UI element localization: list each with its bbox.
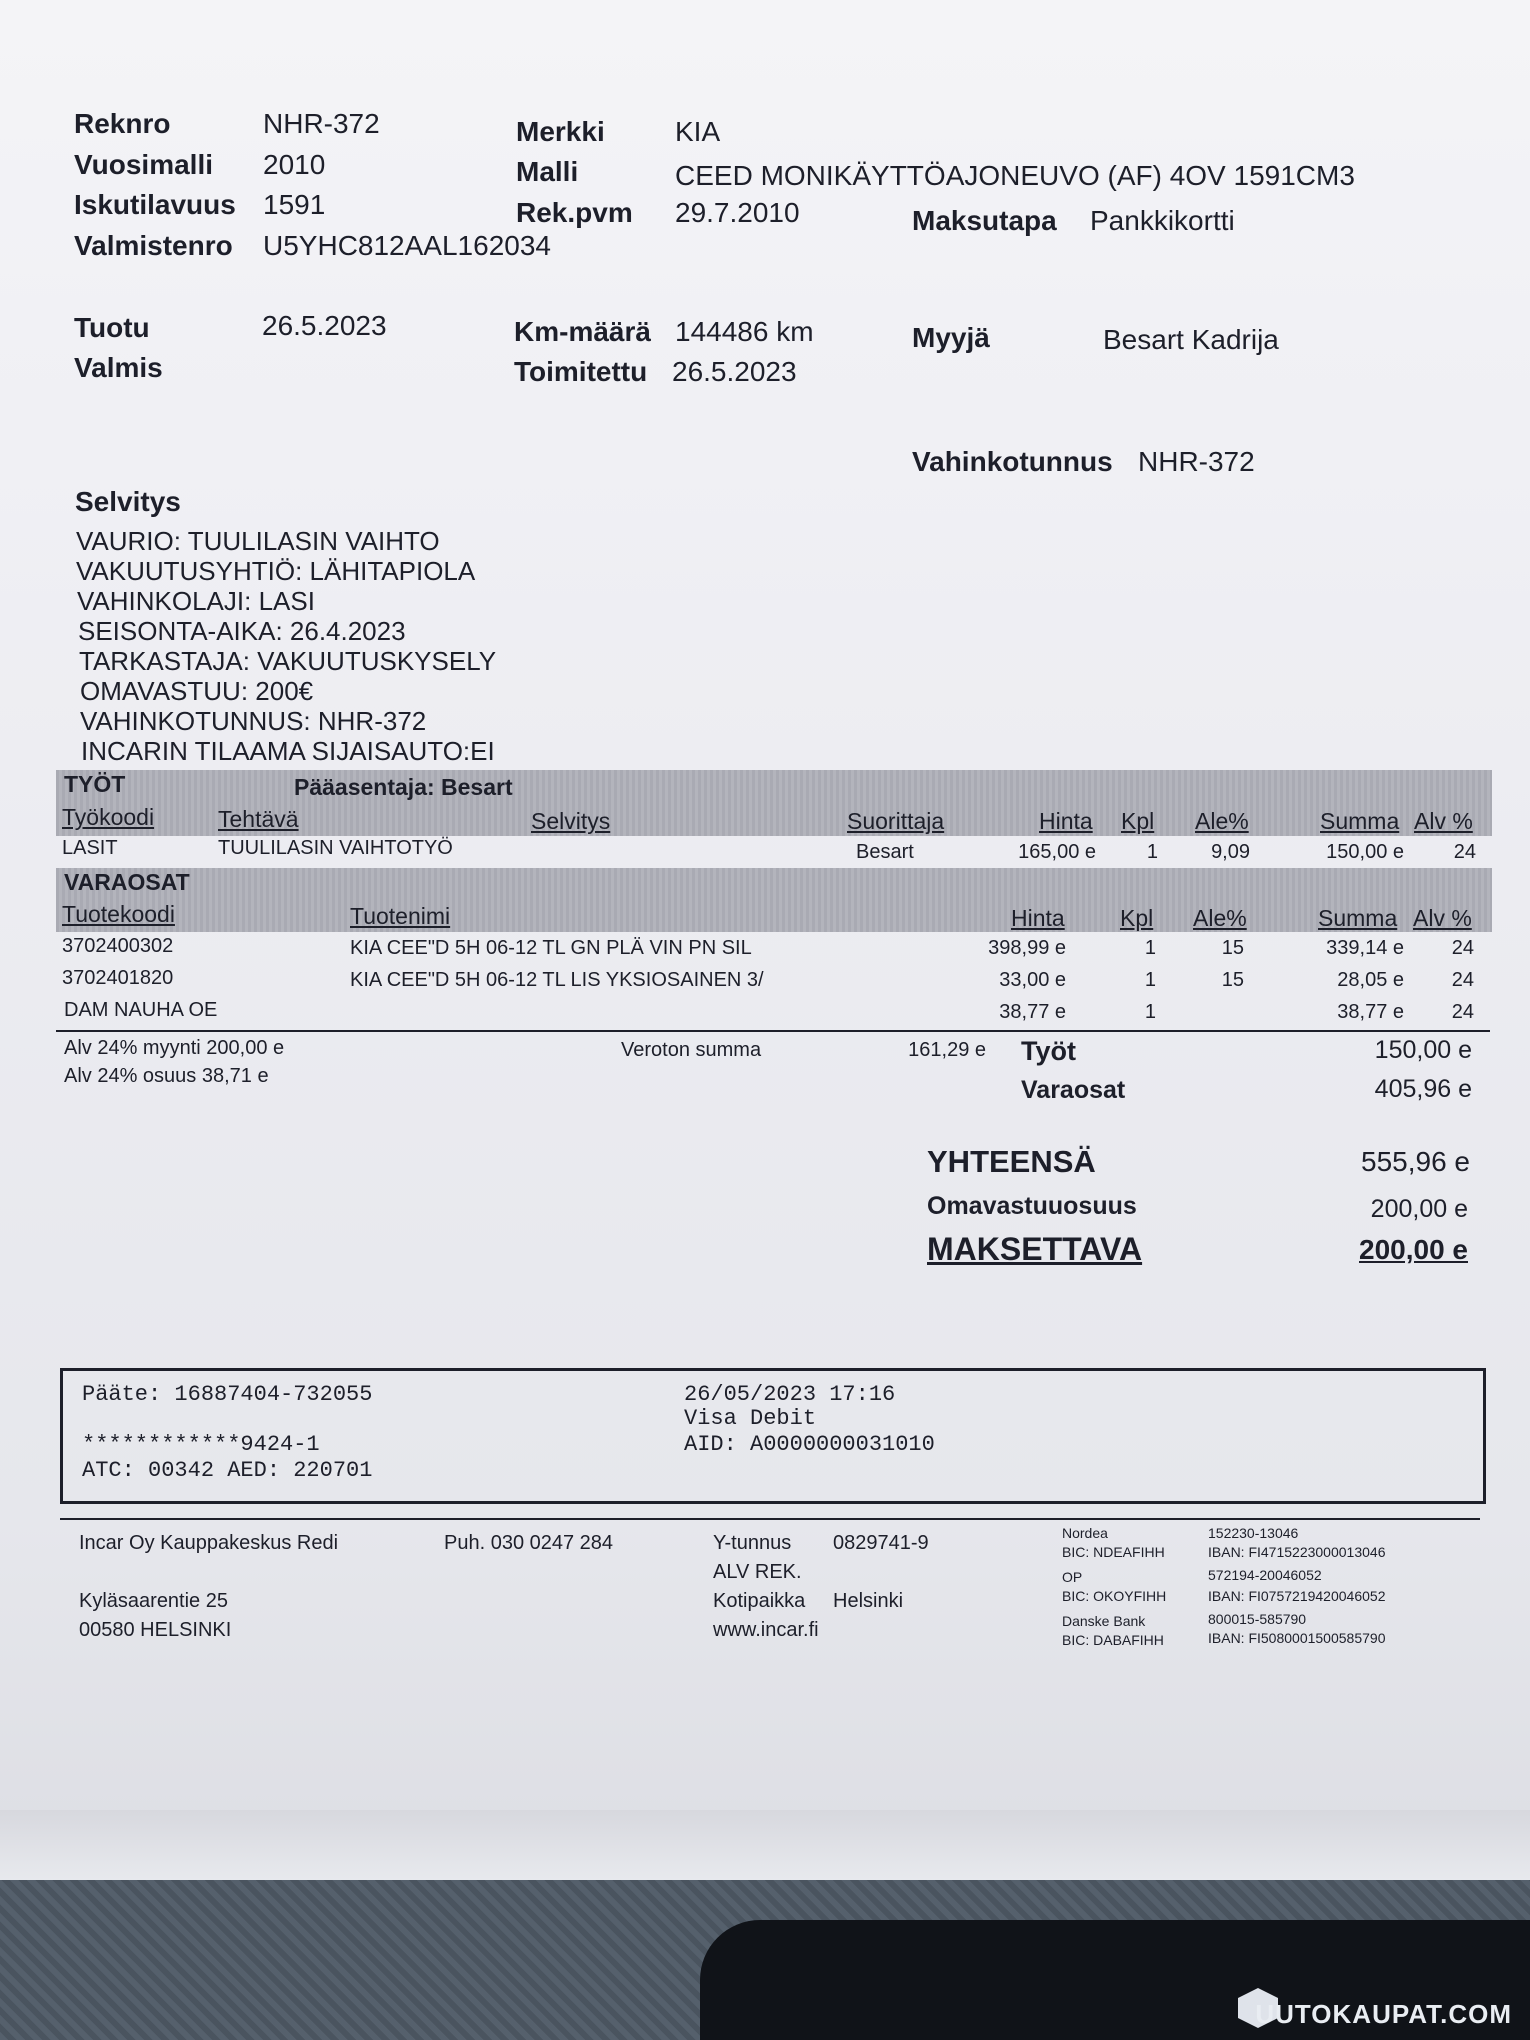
- part-row-name: KIA CEE"D 5H 06-12 TL LIS YKSIOSAINEN 3/: [350, 969, 764, 991]
- tuotu-label: Tuotu: [74, 312, 150, 343]
- valmistenro-label: Valmistenro: [74, 230, 233, 261]
- tyot-title: TYÖT: [64, 771, 126, 797]
- veroton-value: 161,29 e: [908, 1039, 986, 1061]
- yhteensa-value: 555,96 e: [1361, 1146, 1470, 1177]
- varaosat-total-value: 405,96 e: [1374, 1075, 1472, 1103]
- part-row-vat: 24: [1451, 937, 1474, 959]
- col-alv: Alv %: [1413, 905, 1472, 931]
- receipt-terminal: Pääte: 16887404-732055: [82, 1382, 373, 1407]
- company-name: Incar Oy Kauppakeskus Redi: [79, 1532, 339, 1554]
- selvitys-title: Selvitys: [75, 486, 181, 517]
- selvitys-line: OMAVASTUU: 200€: [80, 676, 314, 706]
- iskutilavuus-value: 1591: [263, 189, 326, 220]
- part-row-code: 3702401820: [62, 967, 174, 989]
- receipt-aid: AID: A0000000031010: [684, 1432, 935, 1457]
- receipt-datetime: 26/05/2023 17:16: [684, 1382, 896, 1407]
- iskutilavuus-label: Iskutilavuus: [74, 189, 236, 220]
- malli-value: CEED MONIKÄYTTÖAJONEUVO (AF) 4OV 1591CM3: [675, 160, 1355, 191]
- reknro-value: NHR-372: [263, 108, 380, 139]
- omavastuu-value: 200,00 e: [1370, 1195, 1468, 1223]
- bank-account: 800015-585790: [1208, 1611, 1307, 1627]
- receipt-card-type: Visa Debit: [684, 1406, 817, 1431]
- part-row-name: KIA CEE"D 5H 06-12 TL GN PLÄ VIN PN SIL: [350, 937, 752, 959]
- selvitys-line: VAURIO: TUULILASIN VAIHTO: [76, 526, 440, 556]
- bank-iban: IBAN: FI0757219420046052: [1208, 1588, 1386, 1604]
- col-alv: Alv %: [1414, 808, 1473, 834]
- rekpvm-value: 29.7.2010: [675, 197, 800, 228]
- alv-rek: ALV REK.: [713, 1561, 802, 1583]
- part-row-qty: 1: [1144, 1001, 1156, 1023]
- col-summa: Summa: [1318, 905, 1398, 931]
- selvitys-line: TARKASTAJA: VAKUUTUSKYSELY: [79, 646, 497, 676]
- veroton-label: Veroton summa: [621, 1039, 762, 1061]
- col-hinta: Hinta: [1039, 808, 1093, 834]
- malli-label: Malli: [516, 156, 579, 187]
- varaosat-total-label: Varaosat: [1021, 1076, 1126, 1104]
- bank-name: OP: [1062, 1569, 1083, 1585]
- bank-bic: BIC: NDEAFIHH: [1062, 1544, 1165, 1560]
- yhteensa-label: YHTEENSÄ: [927, 1144, 1096, 1179]
- toimitettu-value: 26.5.2023: [672, 356, 797, 387]
- bank-account: 152230-13046: [1208, 1525, 1299, 1541]
- col-suorittaja: Suorittaja: [847, 808, 945, 834]
- ytunnus-label: Y-tunnus: [713, 1532, 792, 1554]
- bank-name: Danske Bank: [1062, 1613, 1146, 1629]
- selvitys-line: INCARIN TILAAMA SIJAISAUTO:EI: [81, 736, 495, 766]
- company-street: Kyläsaarentie 25: [79, 1590, 228, 1612]
- tyot-row-code: LASIT: [62, 837, 118, 859]
- km-value: 144486 km: [675, 316, 814, 347]
- maksutapa-value: Pankkikortti: [1090, 205, 1235, 236]
- selvitys-line: VAKUUTUSYHTIÖ: LÄHITAPIOLA: [76, 556, 476, 586]
- bank-iban: IBAN: FI5080001500585790: [1208, 1630, 1386, 1646]
- receipt-card-number: ************9424-1: [82, 1432, 320, 1457]
- col-summa: Summa: [1320, 808, 1400, 834]
- part-row-qty: 1: [1144, 937, 1156, 959]
- part-row-price: 398,99 e: [988, 937, 1066, 959]
- part-row-code: DAM NAUHA OE: [64, 999, 218, 1021]
- bank-bic: BIC: DABAFIHH: [1062, 1632, 1164, 1648]
- kotipaikka-value: Helsinki: [833, 1590, 904, 1612]
- company-website[interactable]: www.incar.fi: [713, 1619, 819, 1641]
- omavastuu-label: Omavastuuosuus: [927, 1192, 1137, 1220]
- vuosimalli-value: 2010: [263, 149, 326, 180]
- col-ale: Ale%: [1193, 905, 1247, 931]
- tuotu-value: 26.5.2023: [262, 310, 387, 341]
- varaosat-header-bar: [56, 868, 1492, 932]
- part-row-vat: 24: [1451, 1001, 1474, 1023]
- vuosimalli-label: Vuosimalli: [74, 149, 214, 180]
- part-row-sum: 38,77 e: [1337, 1001, 1404, 1023]
- myyja-label: Myyjä: [912, 322, 990, 353]
- col-selvitys: Selvitys: [531, 808, 611, 834]
- part-row-price: 38,77 e: [999, 1001, 1066, 1023]
- totals-divider: [56, 1030, 1490, 1032]
- bank-name: Nordea: [1062, 1525, 1108, 1541]
- part-row-vat: 24: [1451, 969, 1474, 991]
- part-row-code: 3702400302: [62, 935, 174, 957]
- col-ale: Ale%: [1195, 808, 1249, 834]
- merkki-value: KIA: [675, 116, 721, 147]
- rekpvm-label: Rek.pvm: [516, 197, 633, 228]
- receipt-atc: ATC: 00342 AED: 220701: [82, 1458, 373, 1483]
- tyot-row-price: 165,00 e: [1018, 841, 1096, 863]
- part-row-disc: 15: [1221, 969, 1244, 991]
- col-hinta: Hinta: [1011, 905, 1065, 931]
- col-kpl: Kpl: [1121, 808, 1155, 834]
- toimitettu-label: Toimitettu: [514, 356, 648, 387]
- col-tuotenimi: Tuotenimi: [350, 903, 451, 929]
- tyot-row-vat: 24: [1453, 841, 1476, 863]
- bank-account: 572194-20046052: [1208, 1567, 1322, 1583]
- merkki-label: Merkki: [516, 116, 605, 147]
- tyot-total-value: 150,00 e: [1374, 1036, 1472, 1064]
- alv-osuus: Alv 24% osuus 38,71 e: [64, 1065, 269, 1087]
- tyot-row-disc: 9,09: [1211, 841, 1250, 863]
- selvitys-line: SEISONTA-AIKA: 26.4.2023: [78, 616, 406, 646]
- part-row-sum: 28,05 e: [1337, 969, 1404, 991]
- tyot-row-sum: 150,00 e: [1326, 841, 1404, 863]
- part-row-disc: 15: [1221, 937, 1244, 959]
- maksettava-value: 200,00 e: [1359, 1234, 1468, 1265]
- selvitys-line: VAHINKOLAJI: LASI: [77, 586, 315, 616]
- vahinkotunnus-value: NHR-372: [1138, 446, 1255, 477]
- part-row-price: 33,00 e: [999, 969, 1066, 991]
- selvitys-line: VAHINKOTUNNUS: NHR-372: [80, 706, 427, 736]
- valmis-label: Valmis: [74, 352, 163, 383]
- bank-bic: BIC: OKOYFIHH: [1062, 1588, 1167, 1604]
- kotipaikka-label: Kotipaikka: [713, 1590, 806, 1612]
- tyot-row-task: TUULILASIN VAIHTOTYÖ: [218, 837, 453, 859]
- maksutapa-label: Maksutapa: [912, 205, 1057, 236]
- part-row-sum: 339,14 e: [1326, 937, 1404, 959]
- varaosat-title: VARAOSAT: [64, 869, 190, 895]
- tyot-row-qty: 1: [1146, 841, 1158, 863]
- col-kpl: Kpl: [1120, 905, 1154, 931]
- col-tehtava: Tehtävä: [218, 806, 299, 832]
- myyja-value: Besart Kadrija: [1103, 324, 1279, 355]
- watermark-text: UUTOKAUPAT.COM: [1255, 1999, 1512, 2029]
- valmistenro-value: U5YHC812AAL162034: [263, 230, 551, 261]
- company-city: 00580 HELSINKI: [79, 1619, 232, 1641]
- ytunnus-value: 0829741-9: [833, 1532, 929, 1554]
- reknro-label: Reknro: [74, 108, 171, 139]
- part-row-qty: 1: [1144, 969, 1156, 991]
- tyot-total-label: Työt: [1021, 1036, 1076, 1066]
- km-label: Km-määrä: [514, 316, 651, 347]
- tyot-row-by: Besart: [856, 841, 914, 863]
- alv-myynti: Alv 24% myynti 200,00 e: [64, 1037, 285, 1059]
- vahinkotunnus-label: Vahinkotunnus: [912, 446, 1113, 477]
- bank-iban: IBAN: FI4715223000013046: [1208, 1544, 1386, 1560]
- tyot-mechanic: Pääasentaja: Besart: [294, 774, 513, 800]
- footer-divider: [60, 1518, 1480, 1520]
- col-tuotekoodi: Tuotekoodi: [62, 901, 175, 927]
- maksettava-label: MAKSETTAVA: [927, 1231, 1143, 1267]
- company-phone: Puh. 030 0247 284: [444, 1532, 614, 1554]
- col-tyokoodi: Työkoodi: [62, 804, 155, 830]
